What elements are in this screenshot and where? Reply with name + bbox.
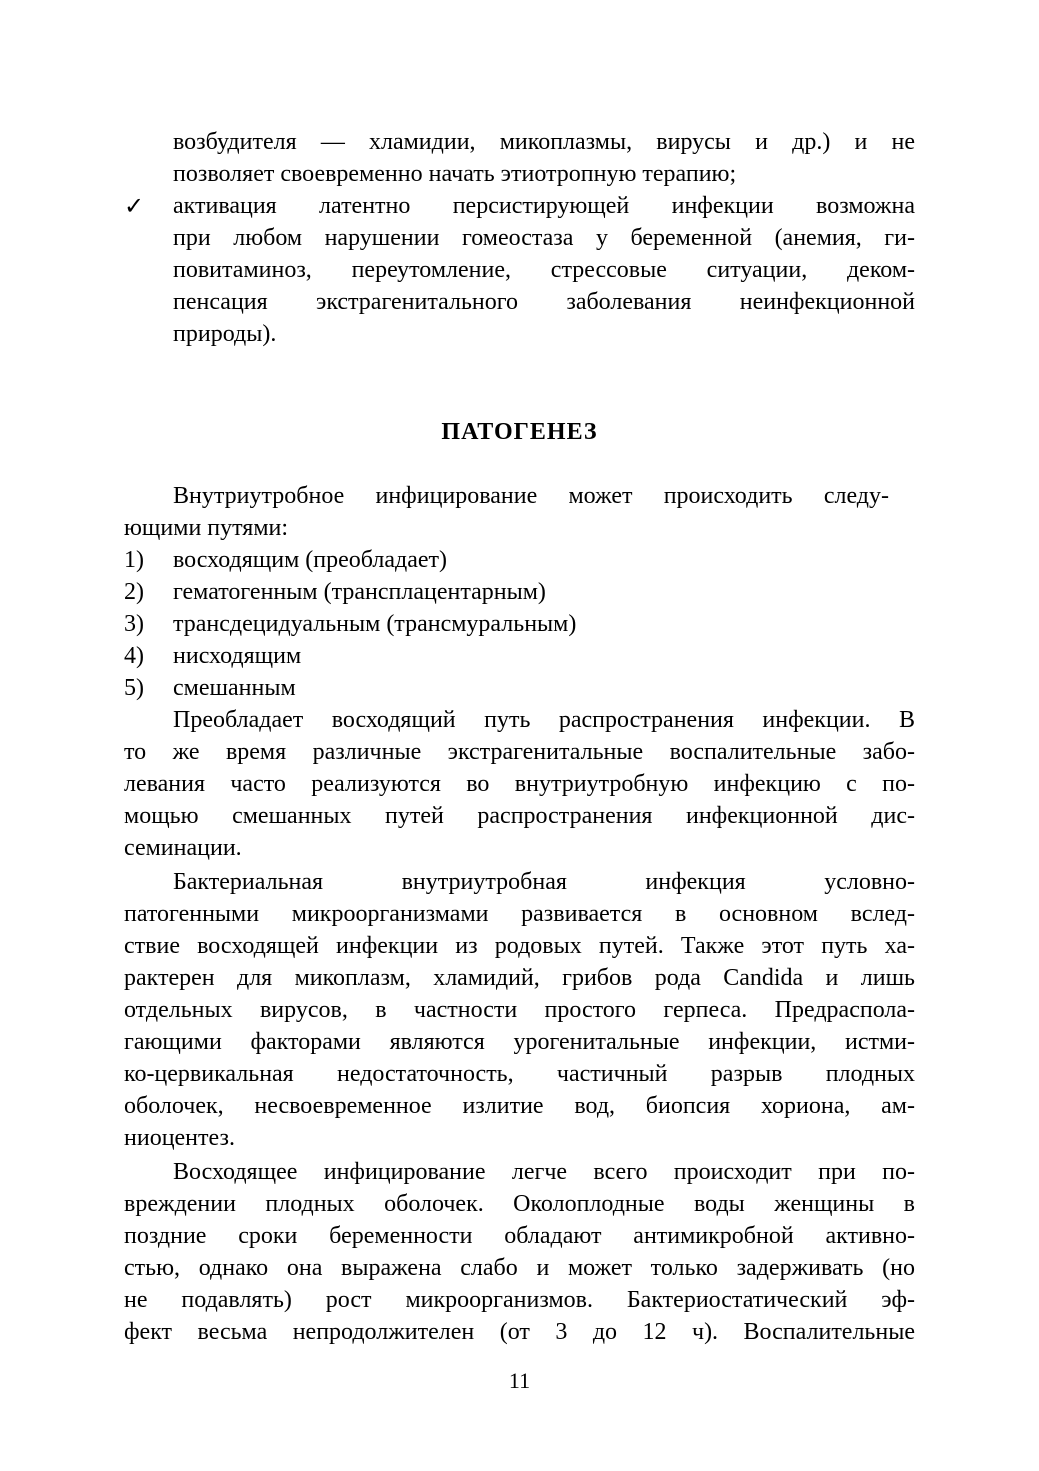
intro-line: ющими путями: [124,515,289,541]
route-item: восходящим (преобладает) [173,547,447,573]
paragraph-line: гающими факторами являются урогенитальные инфекции, истми- [124,1029,915,1055]
bullet-continued-line: возбудителя — хламидии, микоплазмы, вирусы и др.) и не [173,129,915,155]
bullet-item-line: активация латентно персистирующей инфекции возможна [173,193,915,219]
route-number: 5) [124,675,144,701]
paragraph-line: рактерен для микоплазм, хламидий, грибов рода Candida и лишь [124,965,915,991]
route-item: нисходящим [173,643,302,669]
paragraph-line: Восходящее инфицирование легче всего происходит при по- [173,1159,915,1185]
route-number: 4) [124,643,144,669]
bullet-item-line: повитаминоз, переутомление, стрессовые ситуации, деком- [173,257,915,283]
page-number: 11 [508,1368,531,1393]
paragraph-line: семинации. [124,835,242,861]
paragraph-line: оболочек, несвоевременное излитие вод, биопсия хориона, ам- [124,1093,915,1119]
paragraph-line: стью, однако она выражена слабо и может только задерживать (но [124,1255,915,1281]
paragraph-line: ниоцентез. [124,1125,235,1151]
paragraph-line: Бактериальная внутриутробная инфекция условно- [173,869,915,895]
paragraph-line: патогенными микроорганизмами развивается в основном вслед- [124,901,915,927]
paragraph-line: ствие восходящей инфекции из родовых путей. Также этот путь ха- [124,933,915,959]
section-heading: ПАТОГЕНЕЗ [441,419,598,445]
route-number: 3) [124,611,144,637]
paragraph-line: Преобладает восходящий путь распространения инфекции. В [173,707,915,733]
route-item: гематогенным (трансплацентарным) [173,579,546,605]
paragraph-line: мощью смешанных путей распространения инфекционной дис- [124,803,915,829]
paragraph-line: вреждении плодных оболочек. Околоплодные воды женщины в [124,1191,915,1217]
paragraph-line: ко-цервикальная недостаточность, частичный разрыв плодных [124,1061,915,1087]
bullet-item-line: природы). [173,321,277,347]
bullet-item-line: при любом нарушении гомеостаза у беременной (анемия, ги- [173,225,915,251]
paragraph-line: не подавлять) рост микроорганизмов. Бактериостатический эф- [124,1287,915,1313]
intro-line: Внутриутробное инфицирование может происходить следу- [173,483,889,509]
route-item: трансдецидуальным (трансмуральным) [173,611,577,637]
route-number: 2) [124,579,144,605]
paragraph-line: фект весьма непродолжителен (от 3 до 12 ч). Воспалительные [124,1319,915,1345]
paragraph-line: то же время различные экстрагенитальные воспалительные забо- [124,739,915,765]
paragraph-line: поздние сроки беременности обладают антимикробной активно- [124,1223,915,1249]
checkmark-icon: ✓ [124,192,145,220]
paragraph-line: левания часто реализуются во внутриутробную инфекцию с по- [124,771,915,797]
route-number: 1) [124,547,144,573]
bullet-continued-line: позволяет своевременно начать этиотропную терапию; [173,161,737,187]
paragraph-line: отдельных вирусов, в частности простого герпеса. Предраспола- [124,997,915,1023]
route-item: смешанным [173,675,296,701]
bullet-item-line: пенсация экстрагенитального заболевания неинфекционной [173,289,915,315]
